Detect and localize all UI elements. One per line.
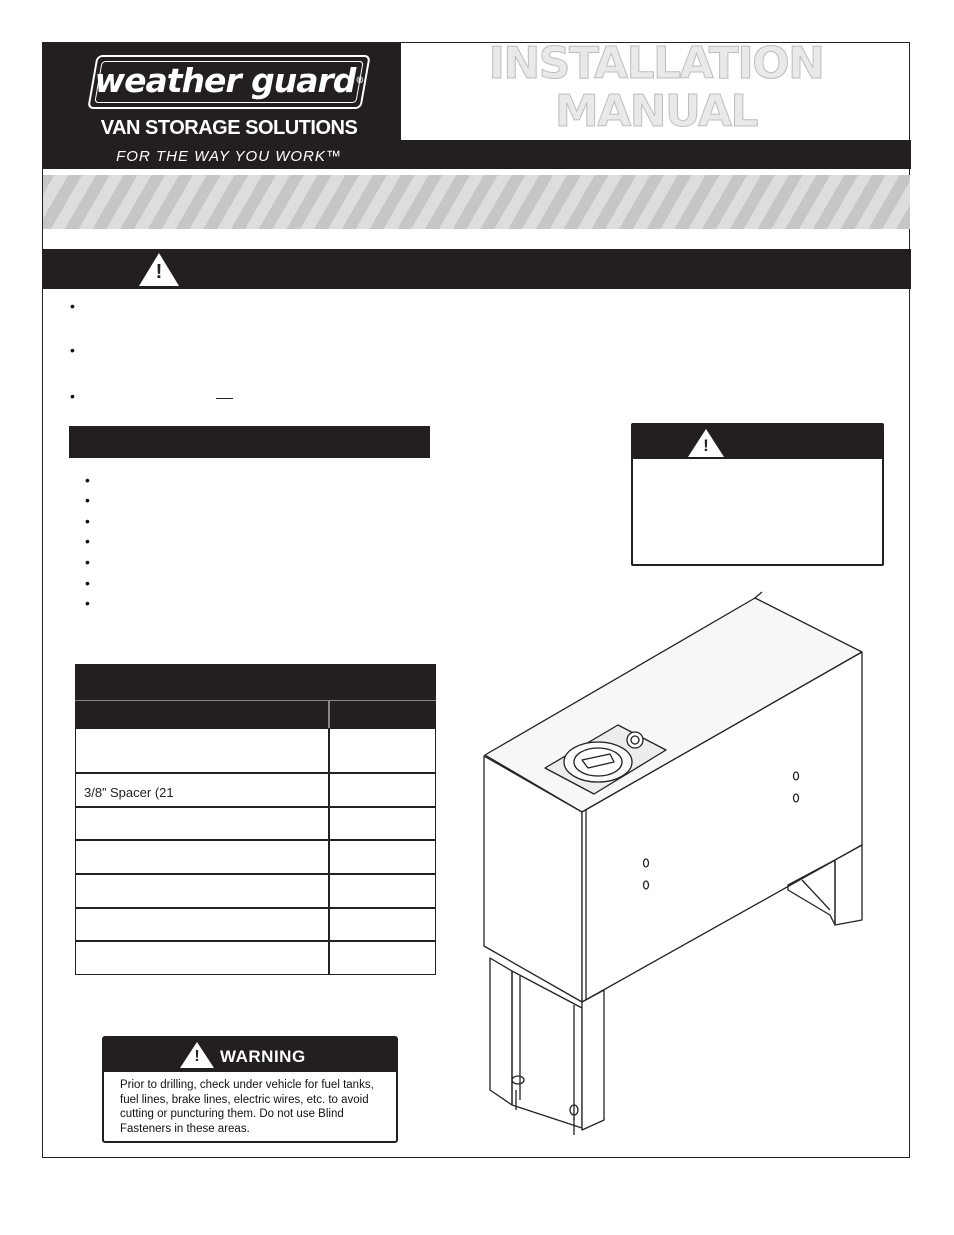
exclamation-mark-icon: ! bbox=[194, 1048, 200, 1065]
brand-registered-mark: ® bbox=[355, 76, 364, 86]
bullet-icon: • bbox=[85, 575, 90, 591]
warning-label bbox=[102, 1036, 398, 1143]
parts-table bbox=[75, 664, 436, 975]
warning-triangle-icon bbox=[139, 253, 179, 286]
exclamation-mark-icon: ! bbox=[155, 261, 163, 283]
table-row-divider bbox=[75, 907, 436, 909]
warning-triangle-icon bbox=[180, 1042, 214, 1068]
title-bar-rule bbox=[42, 166, 911, 169]
bullet-icon: • bbox=[85, 513, 90, 529]
parts-table-header-divider bbox=[328, 700, 330, 728]
parts-table-header-row bbox=[75, 700, 436, 728]
warning-signal-word: WARNING bbox=[220, 1047, 306, 1066]
bullet-icon: • bbox=[70, 342, 75, 358]
warning-triangle-icon bbox=[688, 429, 724, 457]
table-row bbox=[84, 785, 174, 800]
table-row-divider bbox=[75, 772, 436, 774]
table-row-divider bbox=[75, 940, 436, 942]
caution-box bbox=[631, 423, 884, 566]
warning-label-header bbox=[104, 1038, 396, 1072]
parts-table-title-bar bbox=[75, 664, 436, 700]
title-bar bbox=[395, 140, 911, 168]
warning-section-bar bbox=[42, 249, 911, 289]
table-row-divider bbox=[75, 839, 436, 841]
underline-mark bbox=[216, 398, 233, 399]
caution-box-header bbox=[633, 425, 882, 459]
document-title: INSTALLATION MANUAL bbox=[488, 38, 824, 137]
parts-table-column-divider bbox=[328, 728, 330, 975]
bullet-icon: • bbox=[85, 492, 90, 508]
table-cell-description: 3/8” Spacer (21 bbox=[84, 785, 174, 800]
bullet-icon: • bbox=[85, 533, 90, 549]
brand-logo bbox=[90, 56, 368, 106]
bullet-icon: • bbox=[70, 298, 75, 314]
slogan: FOR THE WAY YOU WORK™ bbox=[116, 148, 342, 165]
bullet-icon: • bbox=[70, 388, 75, 404]
product-line: VAN STORAGE SOLUTIONS bbox=[100, 117, 358, 139]
parts-table-body bbox=[75, 728, 436, 975]
tools-section-bar bbox=[69, 426, 430, 458]
brand-header bbox=[42, 42, 401, 168]
cabinet-illustration bbox=[470, 590, 890, 1140]
bullet-icon: • bbox=[85, 554, 90, 570]
brand-logo-text: weather guard bbox=[94, 61, 356, 100]
bullet-icon: • bbox=[85, 595, 90, 611]
table-row-divider bbox=[75, 806, 436, 808]
warning-text: Prior to drilling, check under vehicle for fuel tanks, fuel lines, brake lines, electric wires, etc. to avoid cutting or puncturing them. Do not use Blind Fasteners in these areas. bbox=[120, 1079, 374, 1135]
product-banner bbox=[43, 175, 910, 229]
table-row-divider bbox=[75, 873, 436, 875]
exclamation-mark-icon: ! bbox=[703, 436, 709, 455]
bullet-icon: • bbox=[85, 472, 90, 488]
